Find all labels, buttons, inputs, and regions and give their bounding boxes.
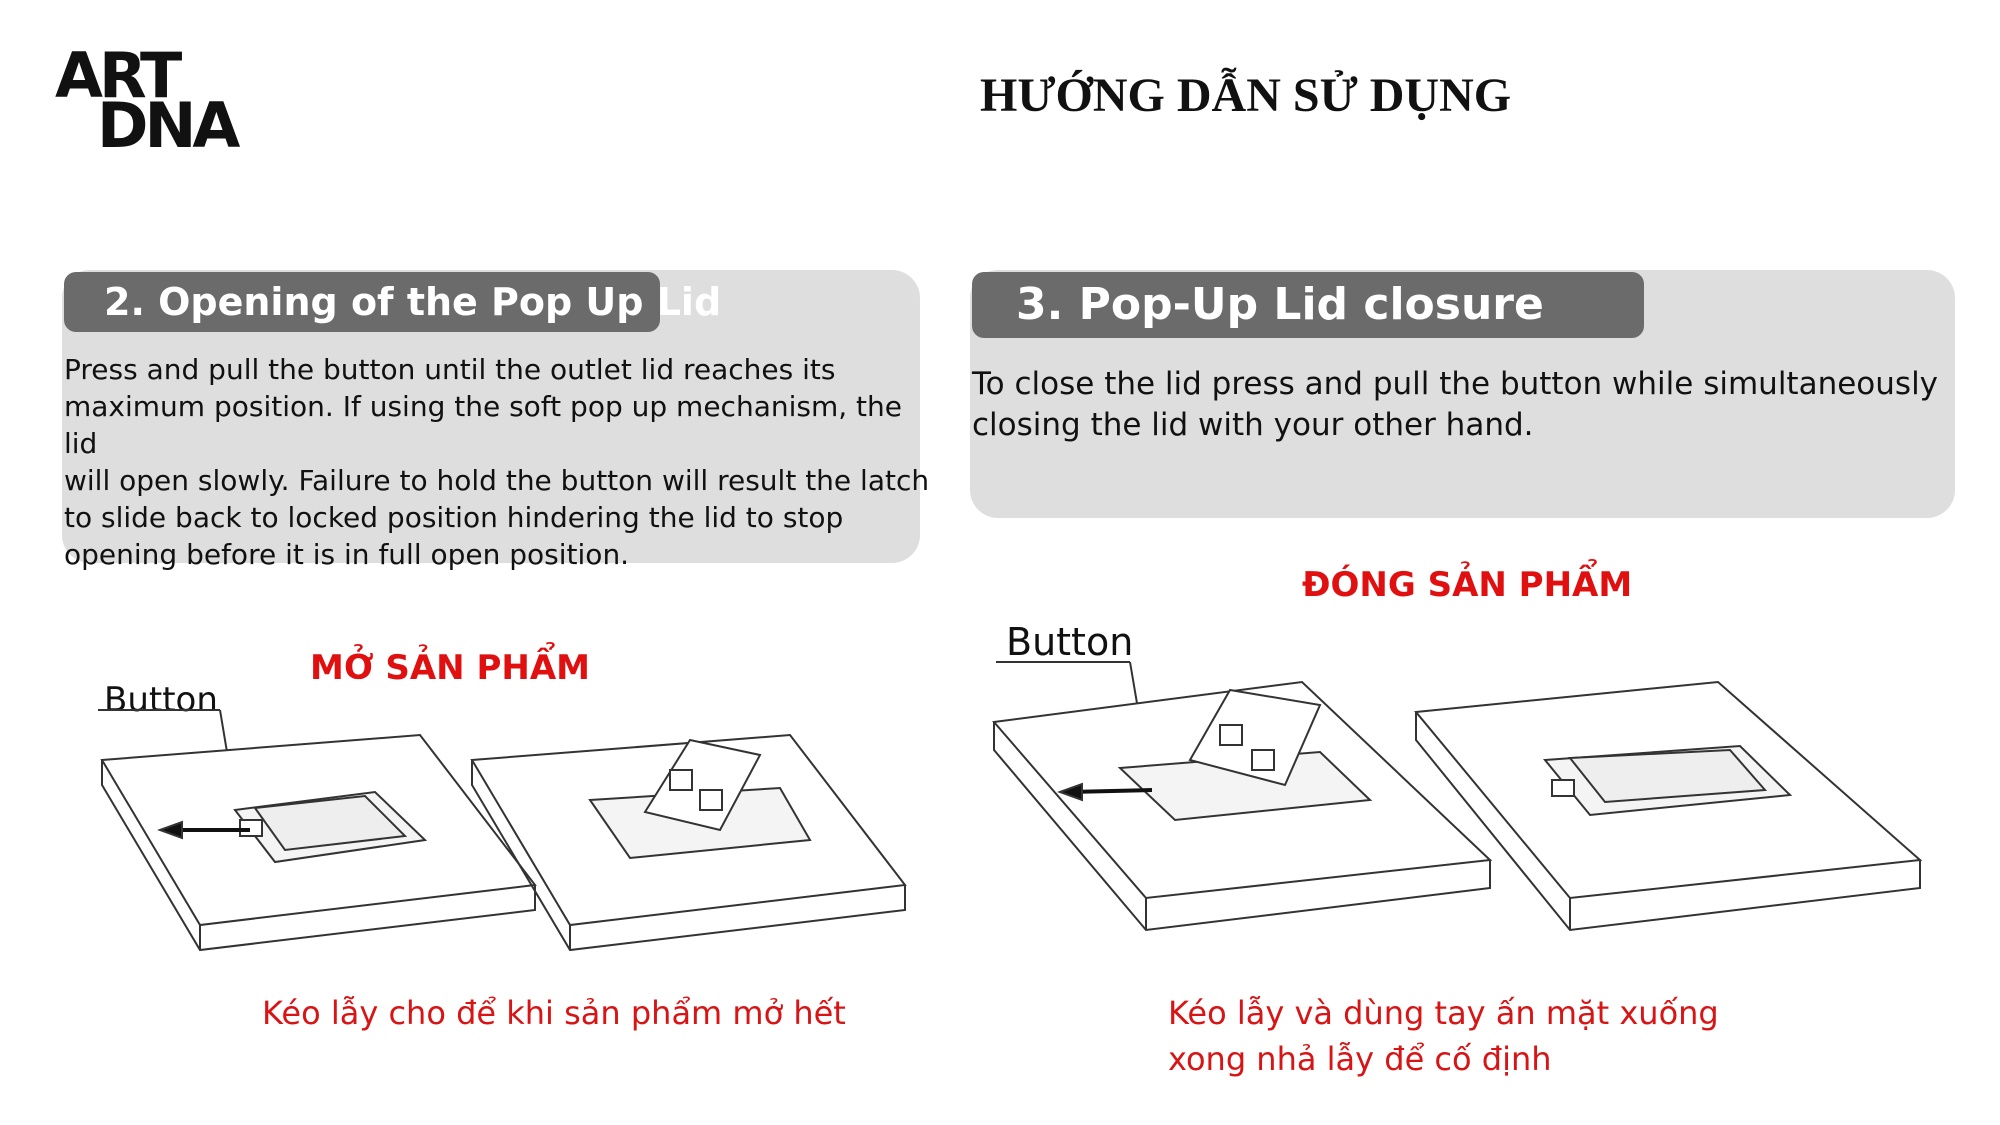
closure-instructions (972, 364, 1952, 446)
opening-line: to slide back to locked position hindering the lid to stop (64, 501, 844, 534)
brand-logo (55, 39, 245, 162)
close-product-heading: ĐÓNG SẢN PHẨM (1302, 565, 1633, 605)
logo-line-1: ART (55, 39, 179, 112)
slab-left (102, 735, 535, 950)
closure-section-title: 3. Pop-Up Lid closure (972, 272, 1644, 338)
page-title: HƯỚNG DẪN SỬ DỤNG (980, 69, 1512, 122)
opening-line: will open slowly. Failure to hold the button will result the latch (64, 464, 930, 497)
open-caption (262, 990, 962, 1036)
opening-illustration (90, 700, 930, 960)
close-caption-line: Kéo lẫy và dùng tay ấn mặt xuống (1168, 994, 1719, 1032)
closing-illustration (990, 650, 1940, 950)
open-button-label: Button (104, 680, 218, 720)
open-caption-line: Kéo lẫy cho để khi sản phẩm mở hết (262, 994, 846, 1032)
slab-right (1416, 682, 1920, 930)
slab-right (472, 735, 905, 950)
close-button-label: Button (1006, 620, 1134, 664)
logo-line-2: DNA (97, 89, 237, 162)
opening-line: opening before it is in full open position. (64, 538, 630, 571)
close-caption (1168, 990, 1868, 1082)
opening-line: maximum position. If using the soft pop up mechanism, the lid (64, 390, 902, 460)
open-product-heading: MỞ SẢN PHẨM (310, 648, 590, 688)
opening-line: Press and pull the button until the outlet lid reaches its (64, 353, 836, 386)
closure-line: closing the lid with your other hand. (972, 407, 1534, 443)
opening-instructions (64, 351, 934, 573)
closure-line: To close the lid press and pull the button while simultaneously (972, 366, 1939, 402)
opening-section-title: 2. Opening of the Pop Up Lid (64, 272, 660, 332)
close-caption-line: xong nhả lẫy để cố định (1168, 1040, 1552, 1078)
